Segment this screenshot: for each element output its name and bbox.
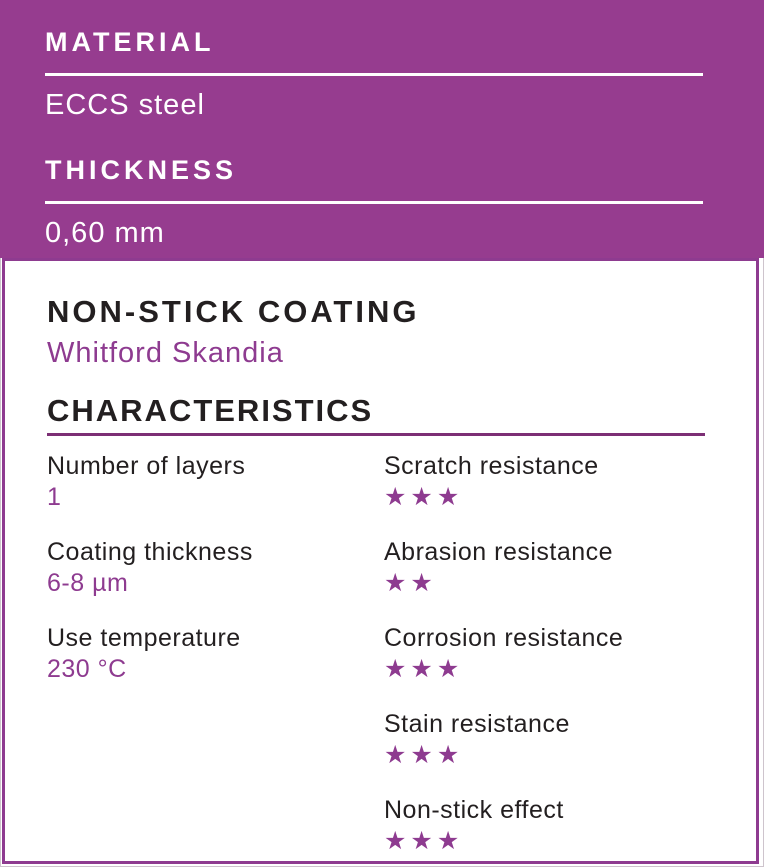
row-label: Number of layers [47, 452, 246, 480]
star-rating: ★★★ [384, 655, 464, 683]
row-label: Abrasion resistance [384, 538, 614, 566]
characteristic-row-abrasion-resistance [384, 537, 736, 599]
row-value: 230 °C [47, 655, 127, 683]
star-rating: ★★★ [384, 483, 464, 511]
row-label: Non-stick effect [384, 796, 564, 824]
row-value: 6-8 µm [47, 569, 129, 597]
material-label: MATERIAL [45, 27, 215, 57]
characteristic-row-scratch-resistance [384, 451, 736, 513]
thickness-label: THICKNESS [45, 155, 238, 185]
characteristic-row-non-stick-effect [384, 795, 736, 857]
row-label: Coating thickness [47, 538, 253, 566]
thickness-divider [45, 201, 703, 204]
star-rating: ★★ [384, 569, 437, 597]
coating-title: NON-STICK COATING [47, 294, 420, 329]
row-label: Scratch resistance [384, 452, 599, 480]
characteristics-title: CHARACTERISTICS [47, 393, 374, 428]
coating-subtitle: Whitford Skandia [47, 337, 284, 369]
characteristic-row-use-temperature [47, 623, 384, 685]
characteristics-left-column [47, 451, 384, 867]
characteristics-columns [47, 451, 736, 867]
thickness-field [45, 154, 719, 249]
star-rating: ★★★ [384, 741, 464, 769]
characteristic-row-corrosion-resistance [384, 623, 736, 685]
star-rating: ★★★ [384, 827, 464, 855]
material-field [45, 26, 719, 121]
row-label: Use temperature [47, 624, 241, 652]
characteristics-right-column [384, 451, 736, 867]
material-header-panel [0, 0, 764, 258]
characteristic-row-coating-thickness [47, 537, 384, 599]
material-divider [45, 73, 703, 76]
thickness-value: 0,60 mm [45, 217, 165, 249]
row-value: 1 [47, 483, 62, 511]
row-label: Stain resistance [384, 710, 570, 738]
row-label: Corrosion resistance [384, 624, 624, 652]
material-value: ECCS steel [45, 89, 205, 121]
characteristics-card [2, 258, 759, 864]
characteristic-row-number-of-layers [47, 451, 384, 513]
characteristics-divider [47, 433, 705, 436]
characteristic-row-stain-resistance [384, 709, 736, 771]
